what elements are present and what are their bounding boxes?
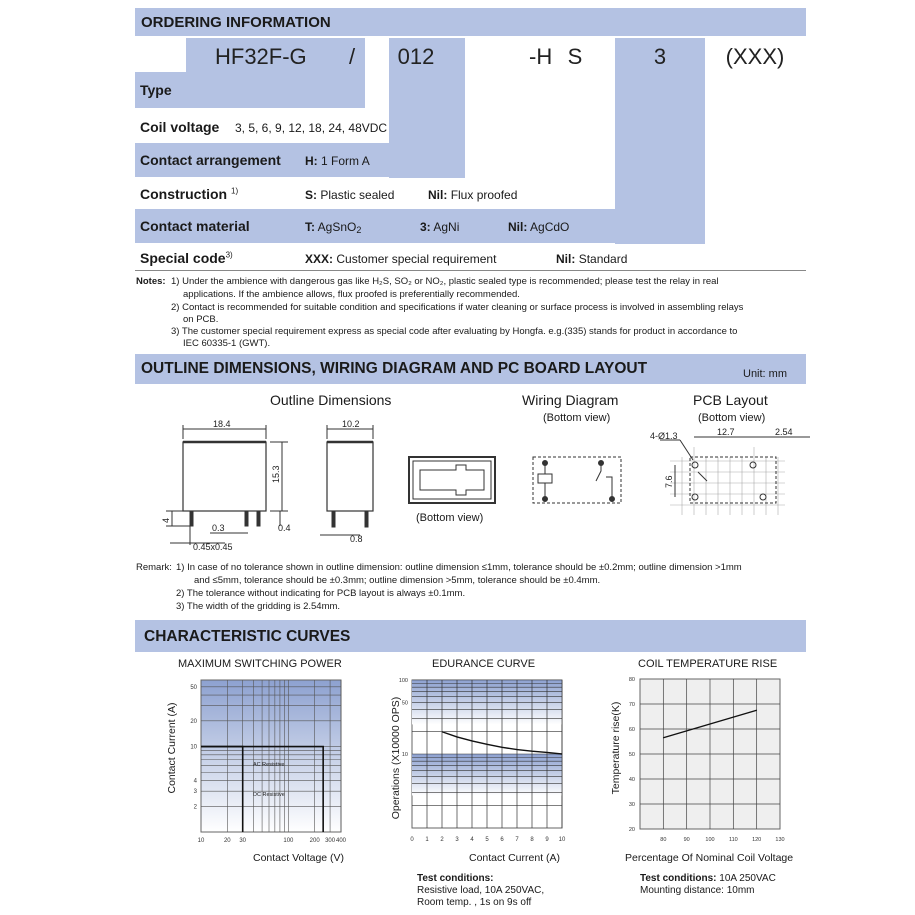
- key-h: H:: [305, 154, 318, 168]
- code-slash: /: [348, 44, 356, 69]
- outline-dimensions-title: Outline Dimensions: [270, 392, 392, 408]
- chart3-ytick: 50: [628, 752, 635, 758]
- key-nil: Nil:: [556, 252, 576, 266]
- chart2-xtick: 7: [515, 837, 519, 843]
- chart2-xtick: 3: [455, 837, 459, 843]
- chart1-ytick: 50: [190, 684, 197, 691]
- value-flux-proofed: Flux proofed: [450, 188, 518, 202]
- chart3-test-value: 10A 250VAC: [719, 873, 776, 884]
- chart3-ytick: 70: [628, 702, 635, 708]
- ordering-title: ORDERING INFORMATION: [141, 14, 331, 31]
- pcb-pitch: 2.54: [775, 427, 793, 437]
- chart1-label-dc: DC Resistive: [253, 792, 285, 798]
- dim-gap: 0.4: [278, 523, 291, 533]
- chart3-ytick: 20: [628, 827, 635, 833]
- value-customer: Customer special requirement: [336, 252, 497, 266]
- special-sup: 3): [225, 250, 233, 260]
- chart1-ytick: 2: [193, 804, 197, 811]
- unit-label: Unit: mm: [743, 368, 787, 380]
- value-agsno-sub: 2: [356, 225, 362, 235]
- chart1-ylabel: Contact Current (A): [166, 702, 178, 794]
- chart1-ytick: 20: [190, 718, 197, 725]
- value-1-form-a: 1 Form A: [321, 154, 370, 168]
- value-agsno: AgSnO: [317, 220, 357, 234]
- key-s: S:: [305, 188, 317, 202]
- code-arrangement: -H: [529, 44, 553, 69]
- pcb-title: PCB Layout: [693, 392, 768, 408]
- chart3-ytick: 40: [628, 777, 635, 783]
- chart2-test-l1: Resistive load, 10A 250VAC,: [417, 885, 545, 896]
- chart1-label-ac: AC Resistive: [253, 762, 285, 768]
- construction-text: Construction: [140, 186, 228, 202]
- chart1-xtick: 10: [197, 838, 205, 844]
- chart3-test-head: Test conditions:: [640, 873, 717, 884]
- chart3-ytick: 80: [628, 677, 635, 683]
- chart2-xtick: 5: [485, 837, 489, 843]
- dim-pin-width: 0.8: [350, 534, 363, 544]
- chart1-plot-area: [201, 680, 341, 832]
- chart2-xtick: 8: [530, 837, 534, 843]
- chart1-xtick: 200: [309, 838, 320, 844]
- wiring-subtitle: (Bottom view): [543, 412, 611, 424]
- chart2-xtick: 2: [440, 837, 444, 843]
- chart1-ytick: 3: [193, 789, 197, 796]
- value-agni: AgNi: [433, 220, 460, 234]
- chart1-xtick: 100: [283, 838, 294, 844]
- chart2-xlabel: Contact Current (A): [469, 852, 561, 864]
- value-standard: Standard: [578, 252, 628, 266]
- code-material: 3: [653, 44, 667, 69]
- bottom-view-label: (Bottom view): [416, 512, 484, 524]
- remark-1a: 1) In case of no tolerance shown in outline dimension: outline dimension ≤1mm, tolerance should be ±0.2mm; outline dimension >1mm: [176, 562, 742, 573]
- construction-sup: 1): [231, 186, 239, 196]
- chart2-title: EDURANCE CURVE: [432, 658, 536, 670]
- chart2-xtick: 6: [500, 837, 504, 843]
- special-text: Special code: [140, 250, 226, 266]
- dim-pin-thickness: 0.3: [212, 523, 225, 533]
- chart1-title: MAXIMUM SWITCHING POWER: [178, 658, 342, 670]
- note-1a: 1) Under the ambience with dangerous gas like H₂S, SO₂ or NO₂, plastic sealed type is recommended; please test the relay in real: [171, 276, 719, 287]
- chart3-xtick: 100: [705, 837, 715, 843]
- chart1-xtick: 300: [325, 838, 336, 844]
- remark-2: 2) The tolerance without indicating for PCB layout is always ±0.1mm.: [176, 588, 466, 599]
- row-arrangement-label: Contact arrangement: [140, 152, 281, 168]
- chart3-test-l2: Mounting distance: 10mm: [640, 885, 755, 896]
- row-type-label: Type: [140, 82, 172, 98]
- key-nil: Nil:: [508, 220, 528, 234]
- row-material-label: Contact material: [140, 218, 250, 234]
- outline-title: OUTLINE DIMENSIONS, WIRING DIAGRAM AND PC BOARD LAYOUT: [141, 360, 648, 377]
- chart3-ytick: 30: [628, 802, 635, 808]
- chart1-ytick: 10: [190, 744, 197, 751]
- chart1-xlabel: Contact Voltage (V): [253, 852, 345, 864]
- chart3-xtick: 120: [752, 837, 762, 843]
- chart2-ytick: 50: [401, 700, 408, 707]
- key-xxx: XXX:: [305, 252, 334, 266]
- chart3-xtick: 80: [660, 837, 667, 843]
- key-3: 3:: [420, 220, 431, 234]
- chart3-test-line1: [640, 873, 776, 884]
- key-nil: Nil:: [428, 188, 448, 202]
- pcb-subtitle: (Bottom view): [698, 412, 766, 424]
- notes-prefix: Notes:: [136, 276, 166, 287]
- value-agcdo: AgCdO: [530, 220, 570, 234]
- code-voltage: 012: [397, 44, 435, 69]
- chart3-ytick: 60: [628, 727, 635, 733]
- code-type: HF32F-G: [215, 44, 307, 69]
- pcb-span: 12.7: [717, 427, 735, 437]
- curves-title: CHARACTERISTIC CURVES: [144, 628, 351, 645]
- chart3-xtick: 90: [683, 837, 690, 843]
- chart1-ytick: 4: [193, 778, 197, 785]
- dim-height: 15.3: [271, 465, 281, 483]
- dim-pin-square: 0.45x0.45: [193, 542, 233, 552]
- note-3a: 3) The customer special requirement express as special code after evaluating by Hongfa. e.g.(335) stands for product in accordance to: [171, 326, 738, 337]
- note-3b: IEC 60335-1 (GWT).: [183, 338, 271, 349]
- row-coil-value: 3, 5, 6, 9, 12, 18, 24, 48VDC: [235, 121, 388, 135]
- chart3-title: COIL TEMPERATURE RISE: [638, 658, 778, 670]
- note-1b: applications. If the ambience allows, flux proofed is preferentially recommended.: [183, 289, 520, 300]
- chart2-xtick: 1: [425, 837, 429, 843]
- chart2-ytick: 100: [398, 678, 408, 684]
- chart2-xtick: 0: [410, 837, 414, 843]
- remark-1b: and ≤5mm, tolerance should be ±0.3mm; outline dimension >5mm, tolerance should be ±0.4mm.: [194, 575, 601, 586]
- note-2b: on PCB.: [183, 314, 219, 325]
- pcb-vspan: 7.6: [664, 475, 674, 488]
- chart1-xtick: 30: [239, 838, 247, 844]
- note-2a: 2) Contact is recommended for suitable condition and specifications if water cleaning or surface process is involved in assembling relays: [171, 302, 744, 313]
- chart2-test-head: Test conditions:: [417, 873, 494, 884]
- code-construction: S: [567, 44, 583, 69]
- chart1-xtick: 20: [223, 838, 231, 844]
- chart3-xlabel: Percentage Of Nominal Coil Voltage: [625, 852, 794, 864]
- chart2-xtick: 4: [470, 837, 474, 843]
- dim-width: 18.4: [213, 419, 231, 429]
- remark-3: 3) The width of the gridding is 2.54mm.: [176, 601, 341, 612]
- chart1-xtick: 400: [335, 838, 347, 844]
- pcb-holes: 4-Ø1.3: [650, 431, 678, 441]
- dim-pin-length: 4: [161, 517, 171, 523]
- chart3-xtick: 130: [775, 837, 785, 843]
- code-special: (XXX): [725, 44, 785, 69]
- row-coil-label: Coil voltage: [140, 119, 220, 135]
- chart2-test-l2: Room temp. , 1s on 9s off: [417, 897, 532, 908]
- chart3-ylabel: Temperature rise(K): [610, 701, 622, 795]
- value-plastic-sealed: Plastic sealed: [320, 188, 395, 202]
- chart2-ylabel: Operations (X10000 OPS): [390, 696, 402, 820]
- chart3-xtick: 110: [728, 837, 738, 843]
- chart2-xtick: 10: [558, 837, 566, 843]
- wiring-title: Wiring Diagram: [522, 392, 619, 408]
- dim-depth: 10.2: [342, 419, 360, 429]
- chart2-ytick: 10: [401, 752, 408, 758]
- key-t: T:: [305, 220, 315, 234]
- chart2-xtick: 9: [545, 837, 549, 843]
- remark-prefix: Remark:: [136, 562, 172, 573]
